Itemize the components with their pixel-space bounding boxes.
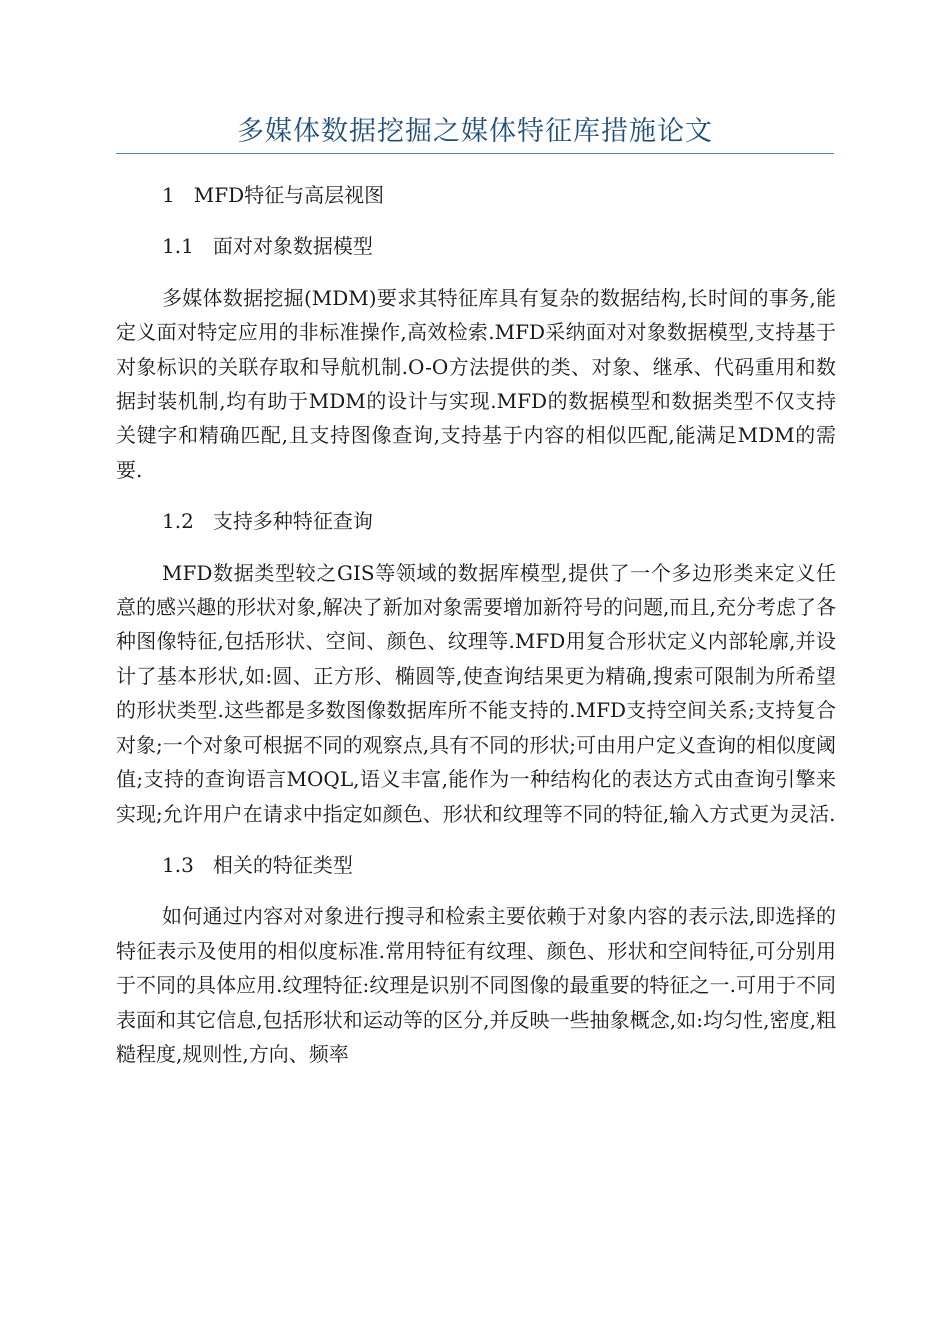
section-heading-1-2: 1.2 支持多种特征查询	[162, 509, 373, 534]
document-title: 多媒体数据挖掘之媒体特征库措施论文	[237, 116, 713, 147]
title-underline	[116, 153, 834, 154]
section-heading-1: 1 MFD特征与高层视图	[162, 183, 385, 207]
section-heading-1-3: 1.3 相关的特征类型	[162, 852, 353, 877]
paragraph-feature-query: MFD数据类型较之GIS等领域的数据库模型,提供了一个多边形类来定义任意的感兴趣的形状对象,解决了新加对象需要增加新符号的问题,而且,充分考虑了各种图像特征,包括形状、空间、颜色、纹理等.MFD用复合形状定义内部轮廓,并设计了基本形状,如:圆、正方形、椭圆等,使查询结果更为精确,搜索可限制为所希望的形状类型.这些都是多数图像数据库所不能支持的.MFD支持空间关系;支持复合对象;一个对象可根据不同的观察点,具有不同的形状;可由用户定义查询的相似度阈值;支持的查询语言MOQL,语义丰富,能作为一种结构化的表达方式由查询引擎来实现;允许用户在请求中指定如颜色、形状和纹理等不同的特征,输入方式更为灵活.	[116, 560, 836, 826]
section-heading-1-1: 1.1 面对对象数据模型	[162, 234, 373, 259]
paragraph-object-model: 多媒体数据挖掘(MDM)要求其特征库具有复杂的数据结构,长时间的事务,能定义面对特定应用的非标准操作,高效检索.MFD采纳面对对象数据模型,支持基于对象标识的关联存取和导航机制.O-O方法提供的类、对象、继承、代码重用和数据封装机制,均有助于MDM的设计与实现.MFD的数据模型和数据类型不仅支持关键字和精确匹配,且支持图像查询,支持基于内容的相似匹配,能满足MDM的需要.	[116, 285, 836, 482]
document-body	[116, 178, 836, 1088]
paragraph-feature-types: 如何通过内容对对象进行搜寻和检索主要依赖于对象内容的表示法,即选择的特征表示及使用的相似度标准.常用特征有纹理、颜色、形状和空间特征,可分别用于不同的具体应用.纹理特征:纹理是识别不同图像的最重要的特征之一.可用于不同表面和其它信息,包括形状和运动等的区分,并反映一些抽象概念,如:均匀性,密度,粗糙程度,规则性,方向、频率	[116, 904, 836, 1066]
